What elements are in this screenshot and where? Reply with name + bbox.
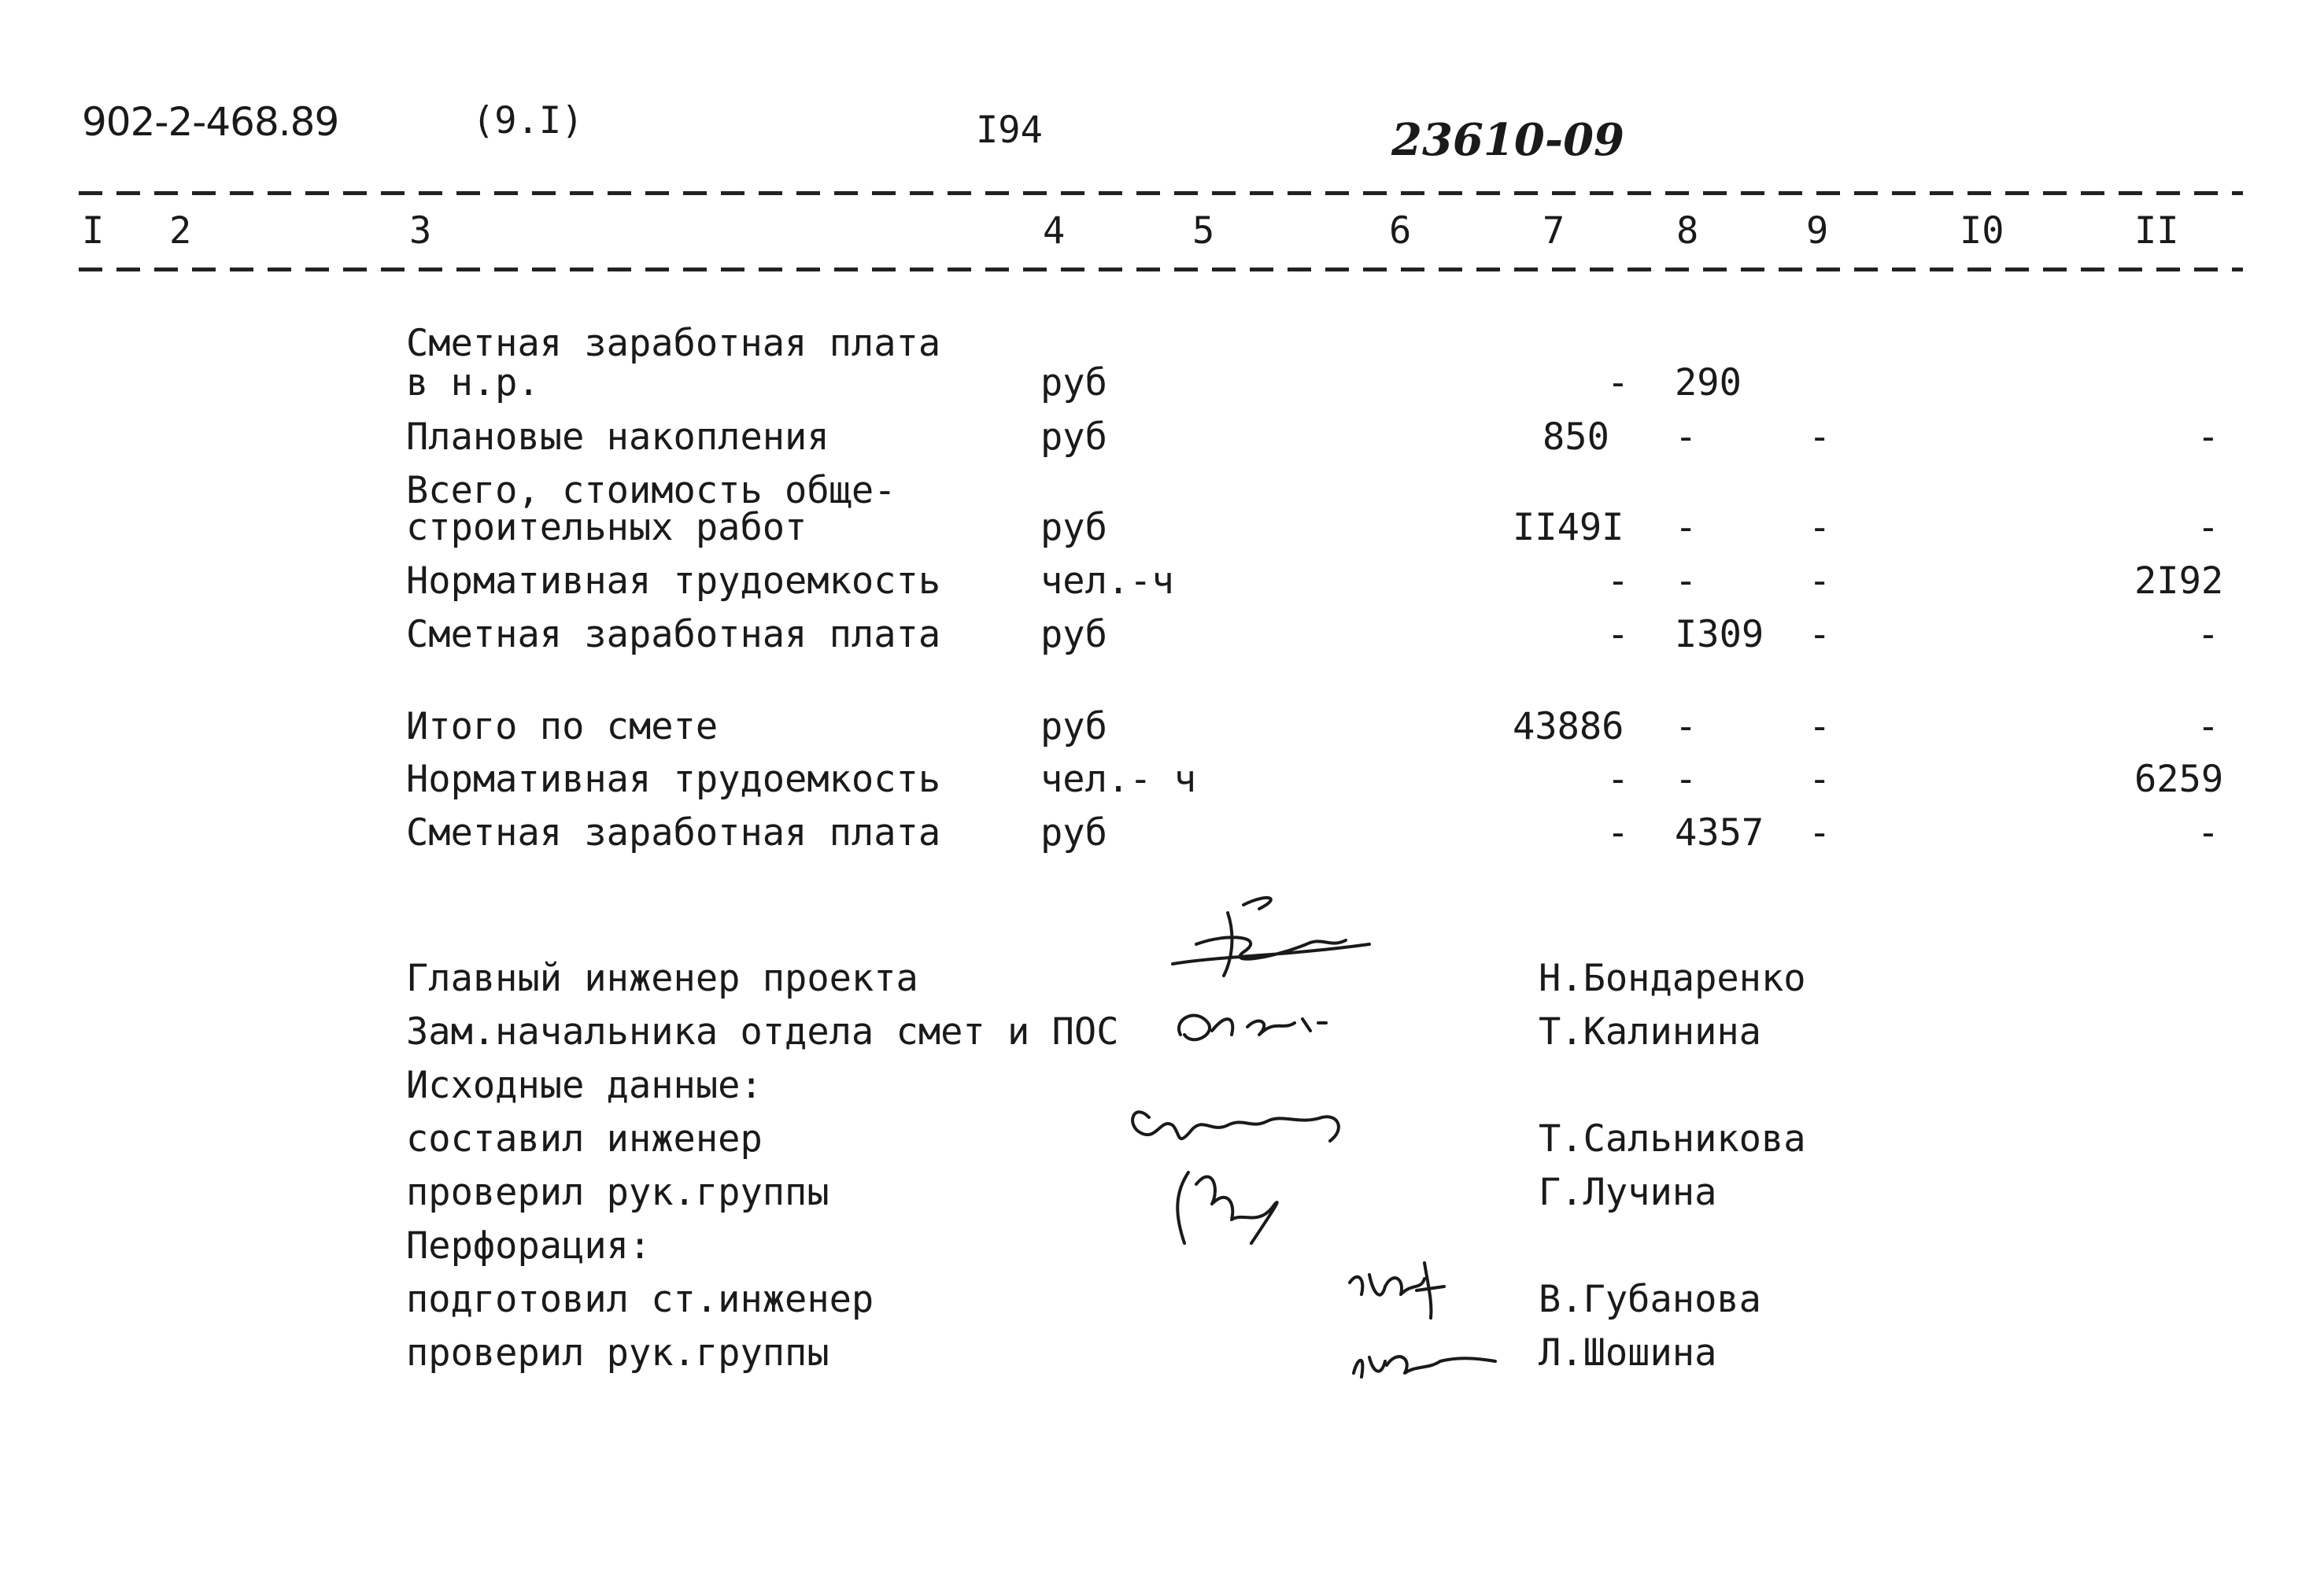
row-col8: - [1675, 758, 1698, 801]
col-header-1: I [82, 209, 105, 253]
row-label: Нормативная трудоемкость [406, 758, 941, 801]
signature-bondarenko [1149, 889, 1385, 991]
row-unit: руб [1040, 613, 1107, 656]
row-label: Сметная заработная плата [406, 811, 941, 855]
row-label: Плановые накопления [406, 415, 829, 459]
row-label: Итого по смете [406, 705, 719, 748]
row-col7: - [1606, 811, 1629, 855]
row-col11: - [2197, 705, 2219, 748]
row-col8: 290 [1675, 361, 1742, 404]
section-number: (9.I) [472, 99, 584, 142]
row-unit: руб [1040, 415, 1107, 459]
row-unit: руб [1040, 361, 1107, 404]
row-unit: руб [1040, 506, 1107, 549]
col-header-3: 3 [409, 209, 432, 253]
row-col8: - [1675, 559, 1698, 603]
table-top-rule [79, 191, 2243, 195]
col-header-9: 9 [1806, 209, 1829, 253]
row-col7: 43886 [1513, 705, 1624, 748]
signer-role: Исходные данные: [406, 1064, 763, 1107]
signer-role: проверил рук.группы [406, 1331, 829, 1375]
col-header-2: 2 [169, 209, 192, 253]
signature-kalinina [1165, 988, 1346, 1058]
stamp-number: 23610-09 [1391, 114, 1624, 166]
row-col9: - [1809, 758, 1831, 801]
row-label: Сметная заработная плата [406, 613, 941, 656]
row-col11: - [2197, 506, 2219, 549]
row-col11: 2I92 [2134, 559, 2224, 603]
signer-name: Н.Бондаренко [1539, 957, 1806, 1000]
col-header-4: 4 [1043, 209, 1066, 253]
row-label: строительных работ [406, 506, 807, 549]
row-unit: руб [1040, 705, 1107, 748]
signer-name: В.Губанова [1539, 1278, 1761, 1321]
col-header-8: 8 [1676, 209, 1699, 253]
row-label: Сметная заработная плата [406, 322, 941, 365]
signer-role: проверил рук.группы [406, 1171, 829, 1214]
col-header-11: II [2134, 209, 2179, 253]
row-col7: 850 [1543, 415, 1609, 459]
signer-name: Г.Лучина [1539, 1171, 1717, 1214]
signature-salnikova-luchina [1118, 1086, 1369, 1267]
col-header-10: I0 [1960, 209, 2004, 253]
signer-name: Т.Сальникова [1539, 1117, 1806, 1161]
row-col11: - [2197, 811, 2219, 855]
row-label: в н.р. [406, 361, 540, 404]
row-col8: - [1675, 415, 1698, 459]
row-col7: - [1606, 758, 1629, 801]
col-header-7: 7 [1543, 209, 1565, 253]
row-col7: II49I [1513, 506, 1624, 549]
row-unit: чел.- ч [1040, 758, 1197, 801]
row-col9: - [1809, 613, 1831, 656]
row-col11: - [2197, 415, 2219, 459]
row-col9: - [1809, 415, 1831, 459]
row-col7: - [1606, 613, 1629, 656]
row-col8: - [1675, 506, 1698, 549]
row-col9: - [1809, 705, 1831, 748]
signer-role: Главный инженер проекта [406, 957, 918, 1000]
row-col9: - [1809, 506, 1831, 549]
row-col11: 6259 [2134, 758, 2224, 801]
row-col8: 4357 [1675, 811, 1764, 855]
signer-role: Перфорация: [406, 1224, 652, 1268]
row-unit: чел.-ч [1040, 559, 1174, 603]
signature-gubanova-shoshina [1338, 1239, 1543, 1397]
page-number: I94 [976, 109, 1043, 152]
signer-name: Т.Калинина [1539, 1010, 1761, 1054]
signer-role: составил инженер [406, 1117, 763, 1161]
col-header-6: 6 [1389, 209, 1412, 253]
document-code: 902-2-468.89 [82, 99, 339, 145]
row-col7: - [1606, 361, 1629, 404]
row-label: Всего, стоимость обще- [406, 469, 896, 512]
table-header-rule [79, 268, 2243, 271]
row-col8: I309 [1675, 613, 1764, 656]
col-header-5: 5 [1192, 209, 1215, 253]
row-col11: - [2197, 613, 2219, 656]
row-col8: - [1675, 705, 1698, 748]
row-col9: - [1809, 811, 1831, 855]
row-col7: - [1606, 559, 1629, 603]
signer-role: Зам.начальника отдела смет и ПОС [406, 1010, 1119, 1054]
row-col9: - [1809, 559, 1831, 603]
row-unit: руб [1040, 811, 1107, 855]
row-label: Нормативная трудоемкость [406, 559, 941, 603]
signer-role: подготовил ст.инженер [406, 1278, 874, 1321]
signer-name: Л.Шошина [1539, 1331, 1717, 1375]
